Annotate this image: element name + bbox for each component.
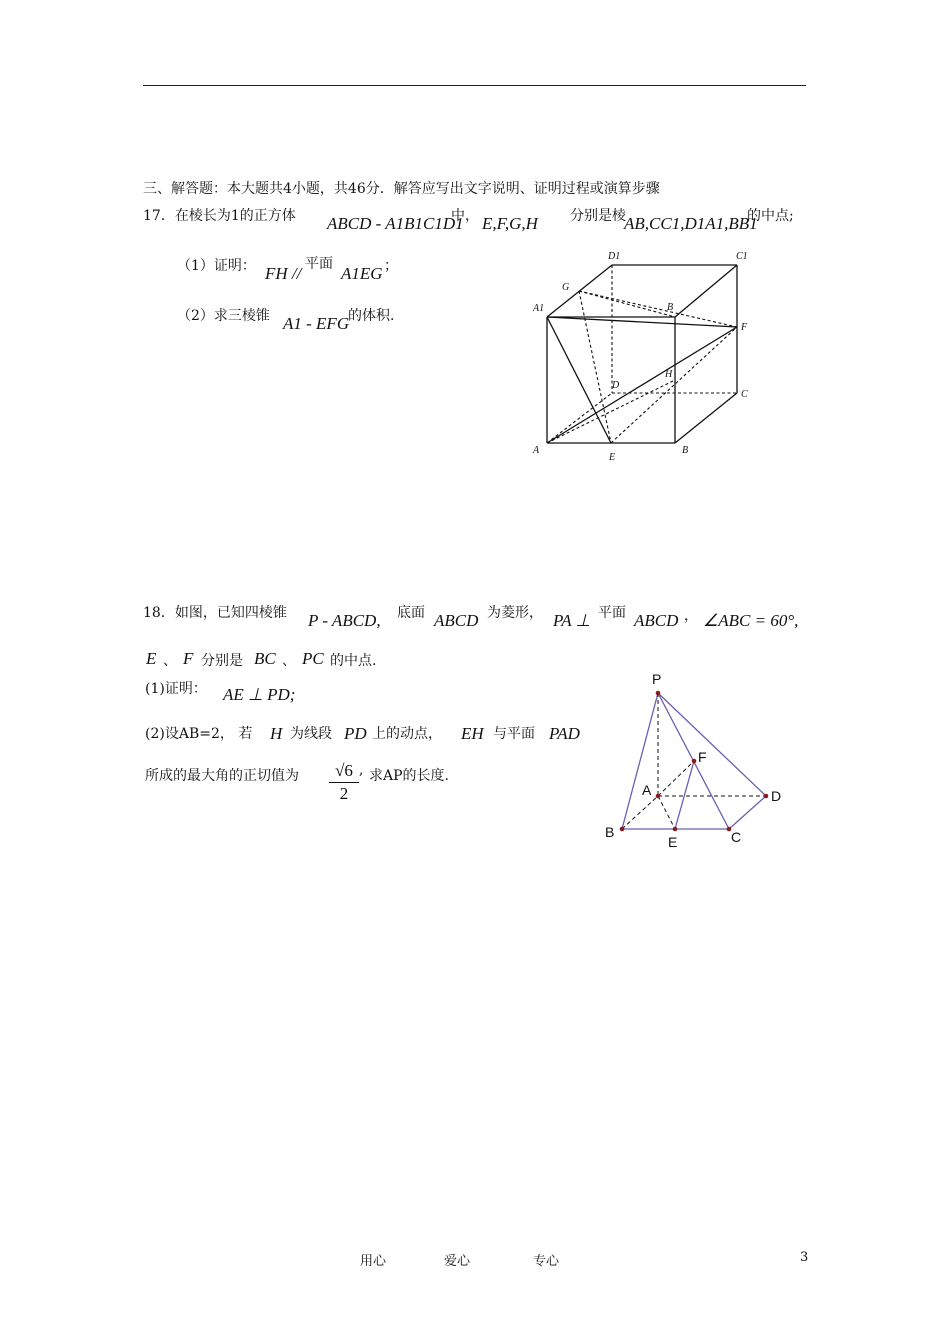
q18-sep: 、 [163, 653, 177, 669]
q17-part2-expr: A1 - EFG [283, 314, 350, 333]
label-a: A [533, 445, 540, 456]
footer-word-1: 用心 [360, 1254, 387, 1269]
q18-f: F [183, 649, 194, 668]
q18-midpts: 的中点. [330, 653, 377, 669]
q17-are-resp: 分别是棱 [570, 208, 626, 224]
seg-e-f [675, 761, 694, 829]
q17-cube-name-text: ABCD - A1B1C1D1 [327, 214, 464, 233]
label-c: C [731, 829, 742, 845]
q18-part2-h: H [270, 724, 283, 743]
point-p [656, 691, 661, 696]
label-d: D [771, 788, 782, 804]
seg-a-e [658, 796, 675, 829]
q18-part1-expr: AE ⊥ PD; [223, 685, 296, 704]
q18-comma: ， [684, 608, 698, 624]
label-h: H [665, 369, 673, 380]
q18-pyramid: P - ABCD, [308, 611, 381, 630]
edge-b-c [675, 393, 737, 443]
q18-rhombus: 为菱形， [487, 605, 543, 621]
q18-plane: ABCD [634, 611, 679, 630]
section-heading: 三、解答题：本大题共4小题，共46分．解答应写出文字说明、证明过程或演算步骤 [143, 181, 660, 197]
footer-word-2: 爱心 [444, 1254, 471, 1269]
q18-part2-pad: PAD [549, 724, 580, 743]
point-f [692, 759, 697, 764]
edge-a-b [622, 796, 658, 829]
q17-points: E,F,G,H [482, 214, 538, 233]
label-d: D [612, 380, 620, 391]
point-d [764, 794, 769, 799]
q17-part1-plane: A1EG [341, 264, 383, 283]
label-p: P [652, 671, 662, 687]
label-b: B [682, 445, 689, 456]
q18-part2-f: 求AP的长度. [369, 768, 449, 784]
fraction-denominator: 2 [339, 784, 349, 803]
seg-g-b1 [579, 291, 675, 317]
q18-part2-pd: PD [344, 724, 367, 743]
q18-e: E [146, 649, 157, 668]
label-c: C [741, 389, 748, 400]
point-e [673, 827, 678, 832]
q17-part2-end: 的体积. [348, 308, 395, 324]
q18-part2-a: (2)设AB=2， 若 [145, 726, 253, 742]
fraction-numerator: √6 [329, 760, 359, 783]
label-b1: B [667, 302, 674, 313]
label-e: E [668, 834, 678, 850]
edge-c-d [729, 796, 766, 829]
seg-a-h [547, 380, 675, 443]
q18-pa-perp: PA ⊥ [553, 611, 591, 630]
q17-part1-end: ； [384, 258, 398, 274]
seg-g-f [579, 291, 737, 327]
q18-bc: BC [254, 649, 276, 668]
q17-lead: 17．在棱长为1的正方体 [143, 208, 296, 224]
q18-part1-label: (1)证明： [145, 681, 207, 697]
seg-a-f [547, 327, 737, 443]
pyramid-figure [596, 668, 796, 853]
q18-part2-c: 上的动点， [372, 726, 442, 742]
q17-part2-label: （2）求三棱锥 [177, 308, 270, 324]
label-e: E [609, 452, 616, 463]
label-f: F [741, 322, 748, 333]
edge-p-b [622, 693, 658, 829]
cube-figure [525, 245, 765, 470]
label-g: G [562, 282, 570, 293]
q18-frac-comma: , [359, 762, 364, 778]
q17-edges: AB,CC1,D1A1,BB1 [624, 214, 758, 233]
q17-part1-label: （1）证明： [177, 258, 256, 274]
q17-part1-plane-word: 平面 [305, 256, 333, 272]
label-f: F [698, 749, 707, 765]
label-c1: C1 [736, 251, 748, 262]
edge-b1-c1 [675, 265, 737, 317]
label-a: A [642, 782, 652, 798]
point-a [656, 794, 661, 799]
q18-fraction [329, 760, 359, 805]
q18-sep2: 、 [282, 653, 296, 669]
q17-tail: 的中点; [747, 208, 794, 224]
seg-e-f [611, 327, 737, 443]
footer-word-3: 专心 [533, 1254, 560, 1269]
q17-part1-expr: FH // [265, 264, 302, 283]
seg-a1-f [547, 317, 737, 327]
q18-angle: ∠ABC = 60°, [703, 611, 799, 630]
q18-resp: 分别是 [201, 653, 243, 669]
label-a1: A1 [533, 303, 545, 314]
q18-part2-e: 所成的最大角的正切值为 [145, 768, 299, 784]
q18-base-word: 底面 [397, 605, 425, 621]
label-b: B [605, 824, 615, 840]
page-number: 3 [800, 1250, 809, 1265]
q17-cube-name [327, 214, 464, 234]
q18-part2-d: 与平面 [493, 726, 535, 742]
q18-lead: 18．如图，已知四棱锥 [143, 605, 287, 621]
q17-mid: 中， [451, 208, 479, 224]
q18-base: ABCD [434, 611, 479, 630]
q18-plane-word: 平面 [598, 605, 626, 621]
q18-part2-eh: EH [461, 724, 484, 743]
label-d1: D1 [608, 251, 621, 262]
point-b [620, 827, 625, 832]
q18-part2-b: 为线段 [290, 726, 332, 742]
q18-pc: PC [302, 649, 324, 668]
header-rule [143, 85, 806, 86]
